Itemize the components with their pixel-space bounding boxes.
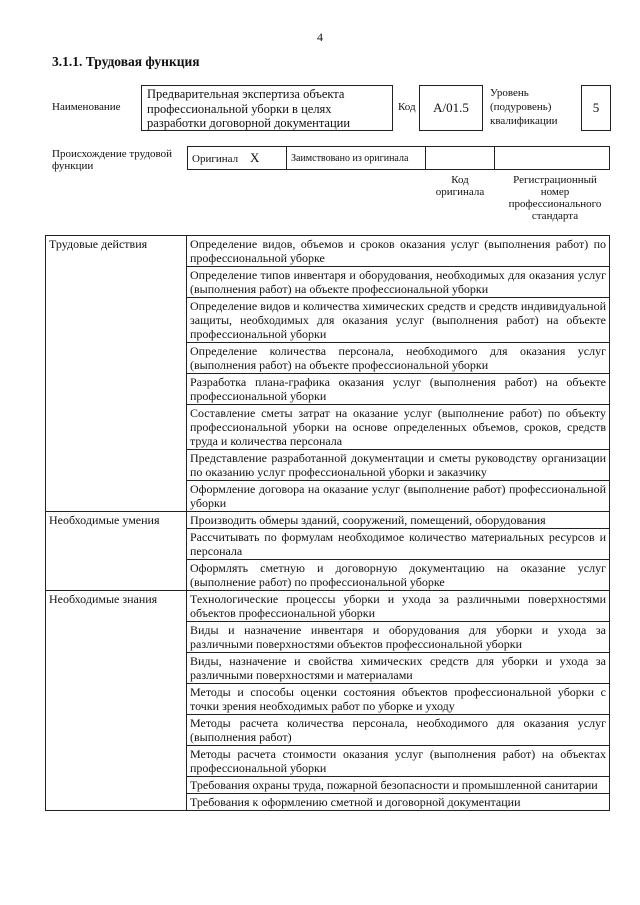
knowledge-item: Виды и назначение инвентаря и оборудования для уборки и ухода за различными поверхностями объектов профессиональной уборки: [187, 622, 610, 653]
action-item: Составление сметы затрат на оказание услуг (выполнение работ) по объекту профессиональной уборки на основе определенных объемов, сроков, средств труда и количества персонала: [187, 405, 610, 450]
origin-label: Происхождение трудовой функции: [52, 148, 173, 172]
action-item: Определение типов инвентаря и оборудования, необходимых для оказания услуг (выполнения работ) на объекте профессиональной уборки: [187, 267, 610, 298]
table-row: [46, 236, 610, 267]
reg-number-cell: [495, 147, 610, 170]
section-label-actions: Трудовые действия: [46, 236, 187, 512]
action-item: Разработка плана-графика оказания услуг (выполнения работ) на объекте профессиональной уборки: [187, 374, 610, 405]
page-number: 4: [317, 30, 323, 44]
original-label: Оригинал: [192, 153, 239, 165]
action-item: Определение видов и количества химических средств и средств индивидуальной защиты, необходимых для оказания услуг (выполнения работ) на объекте профессиональной уборки: [187, 298, 610, 343]
skill-item: Оформлять сметную и договорную документацию на оказание услуг (выполнение работ) по профессиональной уборке: [187, 560, 610, 591]
level-label: Уровень (подуровень) квалификации: [490, 87, 558, 127]
skill-item: Производить обмеры зданий, сооружений, помещений, оборудования: [187, 512, 610, 529]
section-label-skills: Необходимые умения: [46, 512, 187, 591]
function-details-table: [45, 235, 610, 811]
borrowed-label: Заимствовано из оригинала: [291, 152, 409, 164]
function-code: А/01.5: [419, 85, 483, 131]
function-name: Предварительная экспертиза объекта профессиональной уборки в целях разработки договорной документации: [141, 85, 393, 131]
origin-table: [187, 146, 610, 170]
action-item: Оформление договора на оказание услуг (выполнение работ) профессиональной уборки: [187, 481, 610, 512]
table-row: [46, 512, 610, 529]
action-item: Определение видов, объемов и сроков оказания услуг (выполнения работ) по профессиональной уборке: [187, 236, 610, 267]
code-label: Код: [398, 101, 416, 113]
knowledge-item: Виды, назначение и свойства химических средств для уборки и ухода за различными поверхностями и материалами: [187, 653, 610, 684]
action-item: Определение количества персонала, необходимого для оказания услуг (выполнения работ) на объекте профессиональной уборки: [187, 343, 610, 374]
knowledge-item: Методы и способы оценки состояния объектов профессиональной уборки с точки зрения необходимых работ по уборке и уходу: [187, 684, 610, 715]
knowledge-item: Требования к оформлению сметной и договорной документации: [187, 794, 610, 811]
code-original-label: Код оригинала: [435, 174, 485, 198]
qualification-level: 5: [581, 85, 611, 131]
knowledge-item: Методы расчета количества персонала, необходимого для оказания услуг (выполнения работ): [187, 715, 610, 746]
original-mark: X: [250, 150, 260, 165]
code-original-cell: [426, 147, 495, 170]
original-cell: [188, 147, 287, 170]
knowledge-item: Требования охраны труда, пожарной безопасности и промышленной санитарии: [187, 777, 610, 794]
name-label: Наименование: [52, 101, 121, 113]
knowledge-item: Технологические процессы уборки и ухода за различными поверхностями объектов профессиональной уборки: [187, 591, 610, 622]
table-row: [46, 591, 610, 622]
section-label-knowledge: Необходимые знания: [46, 591, 187, 811]
borrowed-cell: [287, 147, 426, 170]
action-item: Представление разработанной документации и сметы руководству организации по оказанию услуг профессиональной уборки и заказчику: [187, 450, 610, 481]
section-title: 3.1.1. Трудовая функция: [52, 54, 200, 69]
reg-number-label: Регистрационный номер профессионального стандарта: [508, 174, 602, 222]
knowledge-item: Методы расчета стоимости оказания услуг (выполнения работ) на объектах профессиональной уборки: [187, 746, 610, 777]
skill-item: Рассчитывать по формулам необходимое количество материальных ресурсов и персонала: [187, 529, 610, 560]
